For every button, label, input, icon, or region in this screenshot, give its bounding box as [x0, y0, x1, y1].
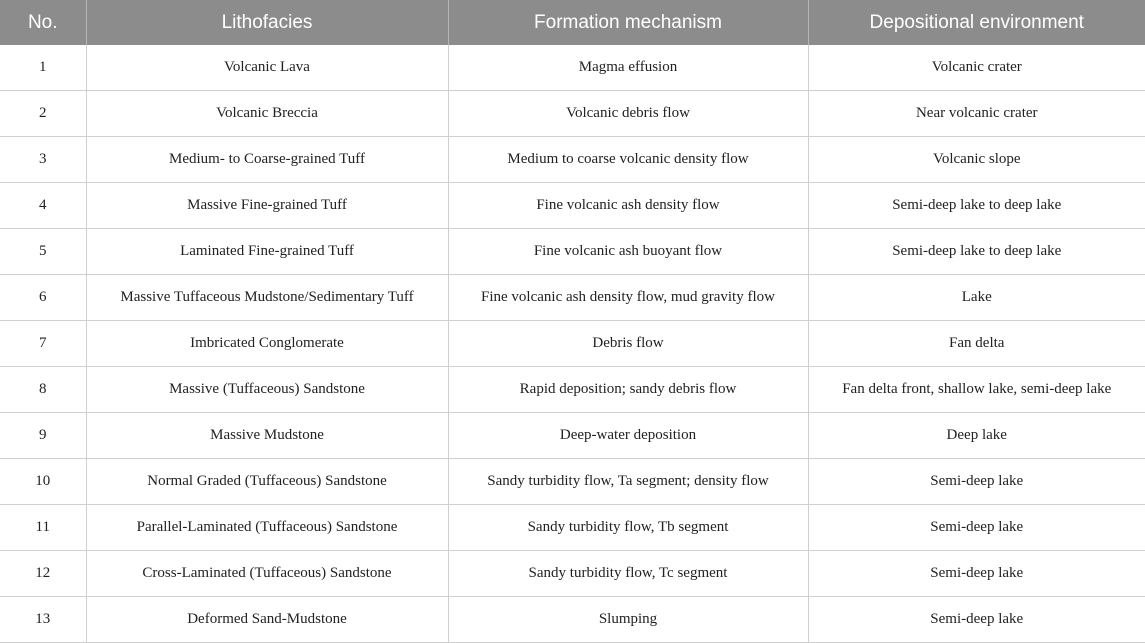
cell-formation-mechanism: Sandy turbidity flow, Ta segment; density flow — [448, 459, 808, 505]
cell-formation-mechanism: Slumping — [448, 597, 808, 643]
cell-depositional-environment: Lake — [808, 275, 1145, 321]
cell-depositional-environment: Semi-deep lake to deep lake — [808, 183, 1145, 229]
cell-formation-mechanism: Sandy turbidity flow, Tb segment — [448, 505, 808, 551]
cell-depositional-environment: Near volcanic crater — [808, 91, 1145, 137]
cell-lithofacies: Deformed Sand-Mudstone — [86, 597, 448, 643]
table-row — [0, 137, 1145, 183]
cell-lithofacies: Volcanic Breccia — [86, 91, 448, 137]
cell-no: 7 — [0, 321, 86, 367]
cell-formation-mechanism: Fine volcanic ash buoyant flow — [448, 229, 808, 275]
table-row — [0, 367, 1145, 413]
cell-no: 6 — [0, 275, 86, 321]
header-no: No. — [0, 0, 86, 45]
table-row — [0, 45, 1145, 91]
cell-no: 2 — [0, 91, 86, 137]
header-row — [0, 0, 1145, 45]
cell-no: 4 — [0, 183, 86, 229]
cell-no: 13 — [0, 597, 86, 643]
table-row — [0, 321, 1145, 367]
cell-no: 12 — [0, 551, 86, 597]
cell-no: 9 — [0, 413, 86, 459]
table-row — [0, 183, 1145, 229]
cell-lithofacies: Massive Tuffaceous Mudstone/Sedimentary Tuff — [86, 275, 448, 321]
table-row — [0, 597, 1145, 643]
header-formation-mechanism: Formation mechanism — [448, 0, 808, 45]
cell-formation-mechanism: Deep-water deposition — [448, 413, 808, 459]
cell-lithofacies: Laminated Fine-grained Tuff — [86, 229, 448, 275]
header-lithofacies: Lithofacies — [86, 0, 448, 45]
cell-formation-mechanism: Magma effusion — [448, 45, 808, 91]
table-row — [0, 229, 1145, 275]
cell-depositional-environment: Semi-deep lake — [808, 551, 1145, 597]
cell-no: 5 — [0, 229, 86, 275]
cell-no: 11 — [0, 505, 86, 551]
cell-no: 10 — [0, 459, 86, 505]
table-row — [0, 275, 1145, 321]
cell-formation-mechanism: Volcanic debris flow — [448, 91, 808, 137]
cell-formation-mechanism: Debris flow — [448, 321, 808, 367]
cell-formation-mechanism: Fine volcanic ash density flow, mud gravity flow — [448, 275, 808, 321]
cell-formation-mechanism: Medium to coarse volcanic density flow — [448, 137, 808, 183]
cell-lithofacies: Cross-Laminated (Tuffaceous) Sandstone — [86, 551, 448, 597]
cell-lithofacies: Normal Graded (Tuffaceous) Sandstone — [86, 459, 448, 505]
table-body — [0, 45, 1145, 643]
table-row — [0, 91, 1145, 137]
cell-depositional-environment: Volcanic slope — [808, 137, 1145, 183]
cell-formation-mechanism: Sandy turbidity flow, Tc segment — [448, 551, 808, 597]
cell-formation-mechanism: Rapid deposition; sandy debris flow — [448, 367, 808, 413]
cell-no: 3 — [0, 137, 86, 183]
cell-depositional-environment: Fan delta — [808, 321, 1145, 367]
table-row — [0, 551, 1145, 597]
table-row — [0, 459, 1145, 505]
cell-formation-mechanism: Fine volcanic ash density flow — [448, 183, 808, 229]
cell-lithofacies: Massive Mudstone — [86, 413, 448, 459]
cell-lithofacies: Volcanic Lava — [86, 45, 448, 91]
cell-lithofacies: Massive (Tuffaceous) Sandstone — [86, 367, 448, 413]
cell-depositional-environment: Deep lake — [808, 413, 1145, 459]
cell-lithofacies: Parallel-Laminated (Tuffaceous) Sandstone — [86, 505, 448, 551]
cell-no: 8 — [0, 367, 86, 413]
cell-depositional-environment: Fan delta front, shallow lake, semi-deep lake — [808, 367, 1145, 413]
table-row — [0, 505, 1145, 551]
cell-lithofacies: Massive Fine-grained Tuff — [86, 183, 448, 229]
table-header — [0, 0, 1145, 45]
cell-depositional-environment: Semi-deep lake — [808, 597, 1145, 643]
cell-lithofacies: Imbricated Conglomerate — [86, 321, 448, 367]
table-row — [0, 413, 1145, 459]
cell-depositional-environment: Volcanic crater — [808, 45, 1145, 91]
cell-depositional-environment: Semi-deep lake — [808, 505, 1145, 551]
cell-depositional-environment: Semi-deep lake to deep lake — [808, 229, 1145, 275]
header-depositional-environment: Depositional environment — [808, 0, 1145, 45]
cell-lithofacies: Medium- to Coarse-grained Tuff — [86, 137, 448, 183]
cell-no: 1 — [0, 45, 86, 91]
cell-depositional-environment: Semi-deep lake — [808, 459, 1145, 505]
